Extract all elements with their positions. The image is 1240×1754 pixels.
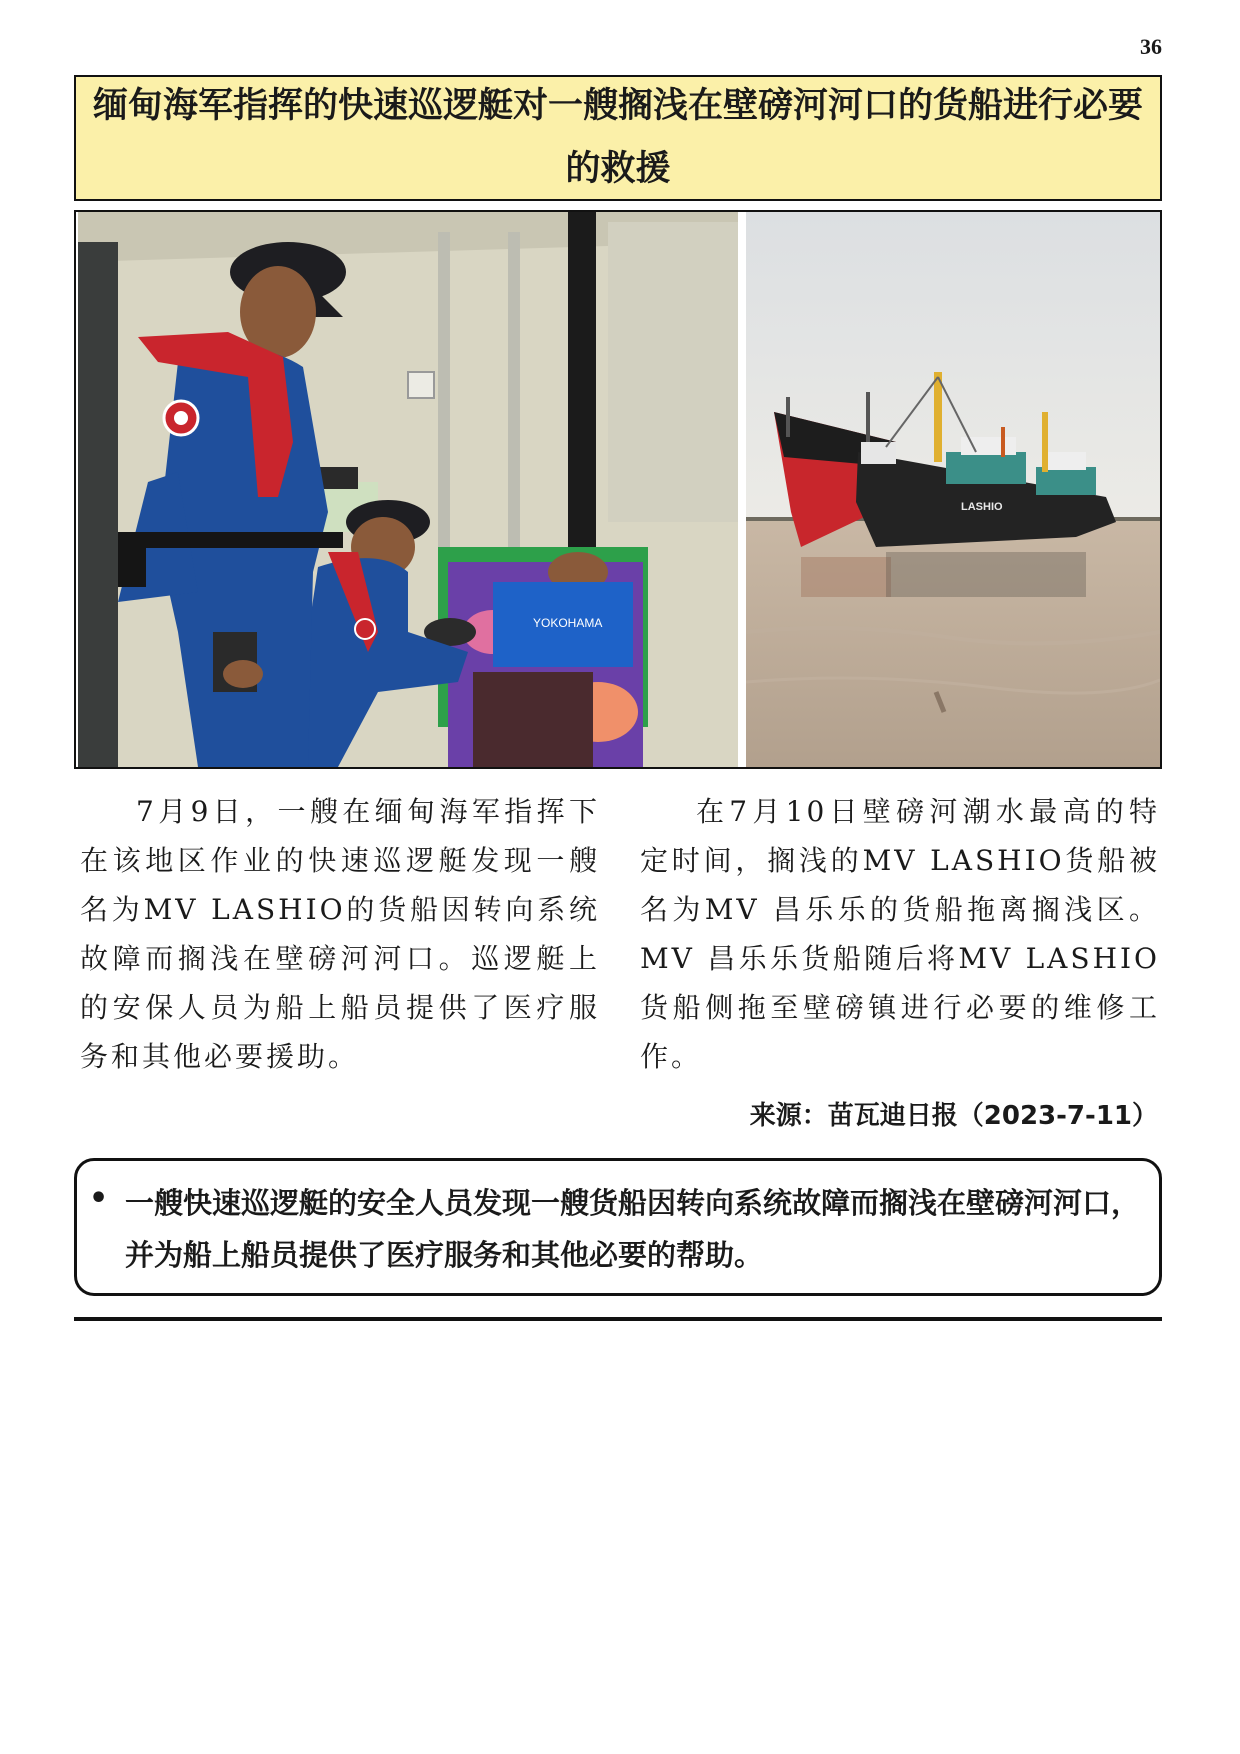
paragraph-left-text: 7月9日，一艘在缅甸海军指挥下在该地区作业的快速巡逻艇发现一艘名为MV LASHIO的货船因转向系统故障而搁浅在壁磅河河口。巡逻艇上的安保人员为船上船员提供了医疗服务和其他必要援助。	[80, 795, 600, 1073]
article-paragraph-right	[640, 787, 1160, 1081]
paragraph-right-text: 在7月10日壁磅河潮水最高的特定时间，搁浅的MV LASHIO货船被名为MV 昌乐乐的货船拖离搁浅区。MV 昌乐乐货船随后将MV LASHIO货船侧拖至壁磅镇进行必要的维修工作。	[640, 795, 1160, 1073]
photo-medical-aid	[78, 212, 738, 767]
article-paragraph-left	[80, 787, 600, 1081]
title-box	[74, 75, 1162, 201]
photo-cargo-ships	[746, 212, 1160, 767]
page-number: 36	[1140, 34, 1162, 59]
photo-ship-name: LASHIO	[961, 501, 1003, 513]
source-citation: 来源：苗瓦迪日报（2023-7-11）	[749, 1101, 1158, 1131]
summary-box	[74, 1158, 1162, 1296]
bullet-icon: •	[89, 1181, 109, 1216]
photo-frame	[74, 210, 1162, 769]
photo-shirt-text: YOKOHAMA	[533, 616, 603, 630]
bottom-divider	[74, 1317, 1162, 1321]
summary-text: 一艘快速巡逻艇的安全人员发现一艘货船因转向系统故障而搁浅在壁磅河河口，并为船上船员提供了医疗服务和其他必要的帮助。	[125, 1186, 1141, 1272]
page-title: 缅甸海军指挥的快速巡逻艇对一艘搁浅在壁磅河河口的货船进行必要的救援	[92, 86, 1143, 189]
